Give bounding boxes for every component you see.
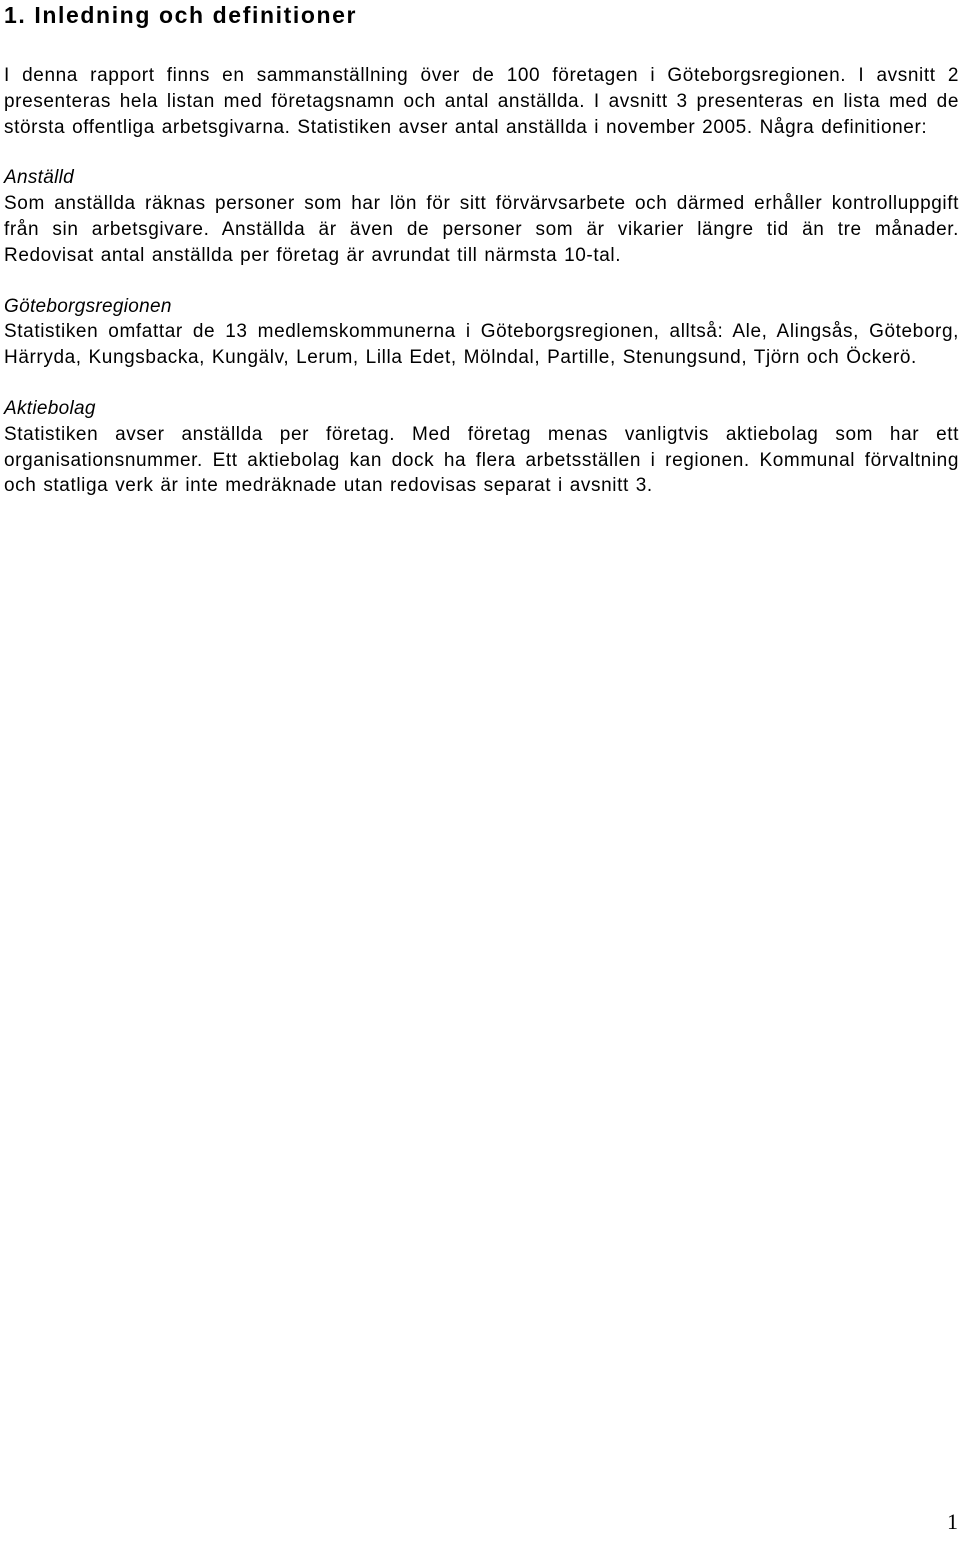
definition-term: Anställd xyxy=(4,167,74,189)
definition-text: Som anställda räknas personer som har lön för sitt förvärvsarbete och därmed erhåller kontrolluppgift från sin arbetsgivare. Anställda är även de personer som är vikarier längre tid än tre månader. Redovisat antal anställda per företag är avrundat till närmsta 10-tal. xyxy=(4,193,959,266)
definition-text: Statistiken omfattar de 13 medlemskommunerna i Göteborgsregionen, alltså: Ale, Alingsås, Göteborg, Härryda, Kungsbacka, Kungälv, Lerum, Lilla Edet, Mölndal, Partille, Stenungsund, Tjörn och Öckerö. xyxy=(4,321,959,369)
definition-anstalld xyxy=(4,165,959,268)
section-heading: 1. Inledning och definitioner xyxy=(4,2,358,28)
definition-term: Aktiebolag xyxy=(4,397,96,419)
definition-text: Statistiken avser anställda per företag. Med företag menas vanligtvis aktiebolag som har ett organisationsnummer. Ett aktiebolag kan dock ha flera arbetsställen i regionen. Kommunal förvaltning och statliga verk är inte medräknade utan redovisas separat i avsnitt 3. xyxy=(4,423,959,497)
definition-aktiebolag xyxy=(4,396,959,499)
intro-paragraph: I denna rapport finns en sammanställning över de 100 företagen i Göteborgsregionen. I avsnitt 2 presenteras hela listan med företagsnamn och antal anställda. I avsnitt 3 presenteras en lista med de största offentliga arbetsgivarna. Statistiken avser antal anställda i november 2005. Några definitioner: xyxy=(4,65,959,138)
definition-goteborgsregionen xyxy=(4,294,959,371)
page-content xyxy=(4,0,959,499)
page-number: 1 xyxy=(947,1509,958,1534)
definition-term: Göteborgsregionen xyxy=(4,295,172,317)
